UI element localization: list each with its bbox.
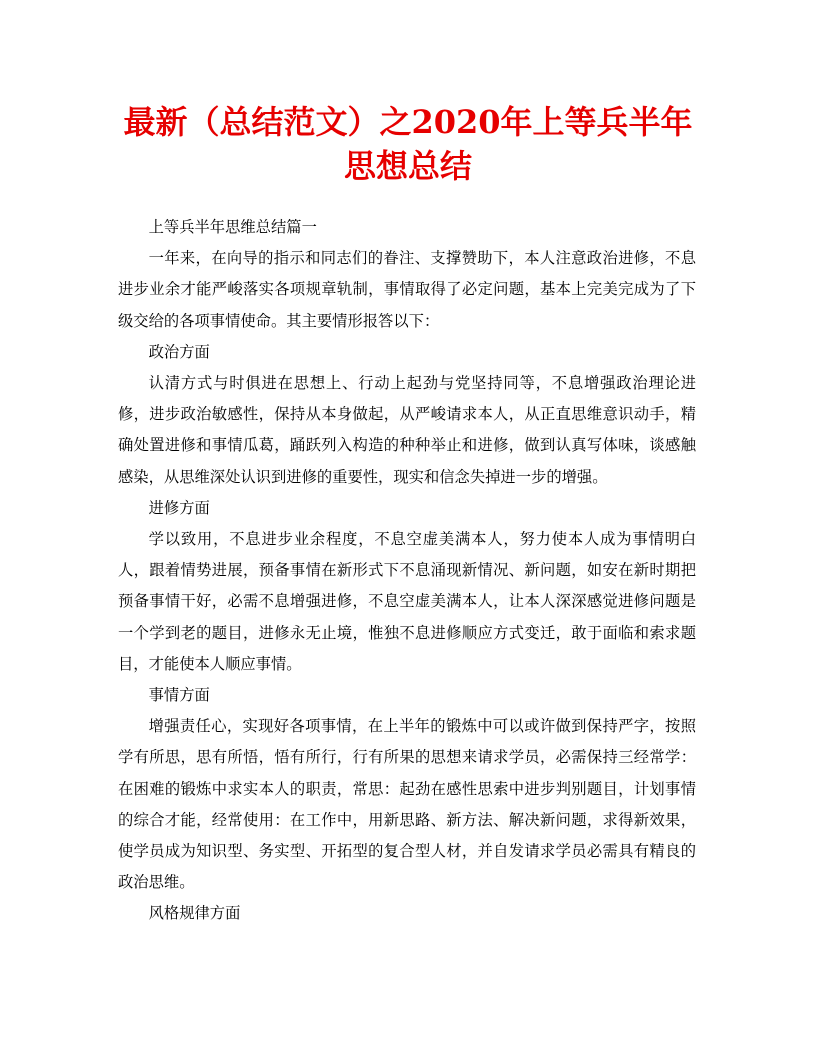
body-paragraph: 一年来，在向导的指示和同志们的眷注、支撑赞助下，本人注意政治进修，不息进步业余才能严峻落实各项规章轨制，事情取得了必定问题，基本上完美完成为了下级交给的各项事情使命。其主要情形报答以下： bbox=[118, 249, 696, 330]
section-heading: 事情方面 bbox=[148, 686, 210, 705]
section-heading: 上等兵半年思维总结篇一 bbox=[148, 218, 317, 236]
body-paragraph: 认清方式与时俱进在思想上、行动上起劲与党坚持同等，不息增强政治理论进修，进步政治敏感性，保持从本身做起，从严峻请求本人，从正直思维意识动手，精确处置进修和事情瓜葛，踊跃列入构造的种种举止和进修，做到认真写体味，谈感触感染，从思维深处认识到进修的重要性，现实和信念失掉进一步的增强。 bbox=[118, 374, 696, 486]
section-heading: 进修方面 bbox=[148, 498, 210, 517]
document-title-line-1: 最新（总结范文）之2020年上等兵半年 bbox=[123, 103, 693, 141]
body-paragraph: 增强责任心，实现好各项事情，在上半年的锻炼中可以或许做到保持严字，按照学有所思，思有所悟，悟有所行，行有所果的思想来请求学员，必需保持三经常学：在困难的锻炼中求实本人的职责，常思：起劲在感性思索中进步判别题目，计划事情的综合才能，经常使用：在工作中，用新思路、新方法、解决新问题，求得新效果，使学员成为知识型、务实型、开拓型的复合型人材，并自发请求学员必需具有精良的政治思维。 bbox=[118, 717, 696, 892]
body-paragraph: 学以致用，不息进步业余程度，不息空虚美满本人，努力使本人成为事情明白人，跟着情势进展，预备事情在新形式下不息涌现新情况、新问题，如安在新时期把预备事情干好，必需不息增强进修，不息空虚美满本人，让本人深深感觉进修问题是一个学到老的题目，进修永无止境，惟独不息进修顺应方式变迁，敢于面临和索求题目，才能使本人顺应事情。 bbox=[118, 530, 696, 673]
document-title bbox=[100, 100, 716, 188]
section-heading: 风格规律方面 bbox=[148, 904, 241, 923]
document-title-line-2: 思想总结 bbox=[343, 147, 472, 185]
document-body bbox=[118, 212, 696, 930]
section-heading: 政治方面 bbox=[148, 342, 210, 361]
